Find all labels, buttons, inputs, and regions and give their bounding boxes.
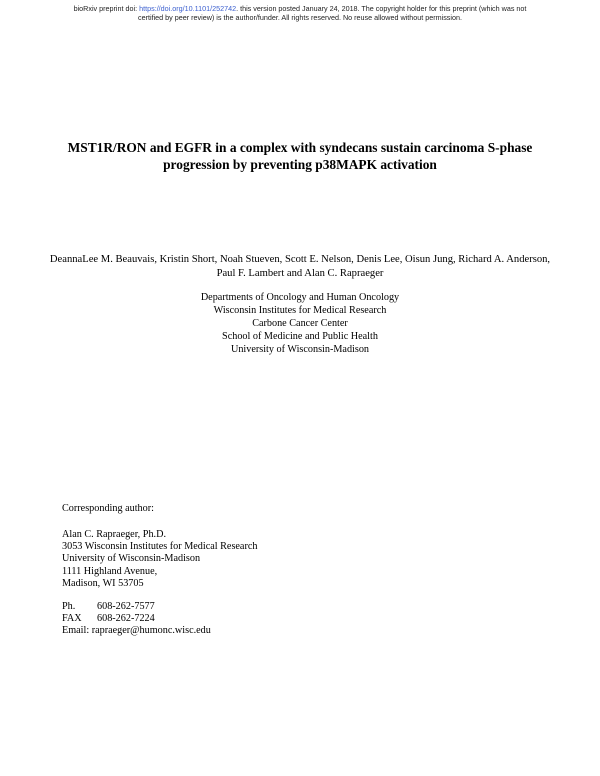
phone-row [62, 601, 211, 613]
address-line: University of Wisconsin-Madison [62, 553, 201, 565]
phone-number: 608-262-7577 [97, 601, 155, 612]
preprint-notice-suffix: . this version posted January 24, 2018. The copyright holder for this preprint (which was not [236, 4, 527, 13]
preprint-notice [0, 4, 600, 22]
corresponding-author-heading: Corresponding author: [62, 503, 154, 514]
address-line: 1111 Highland Avenue, [62, 565, 158, 577]
affiliation-line: Carbone Cancer Center [252, 318, 348, 329]
corresponding-address [62, 529, 257, 590]
email-address: rapraeger@humonc.wisc.edu [91, 625, 211, 637]
email-label: Email: [62, 625, 90, 637]
affiliation-line: School of Medicine and Public Health [222, 331, 378, 342]
affiliation-block [100, 291, 500, 356]
affiliation-line: Wisconsin Institutes for Medical Research [213, 305, 387, 316]
fax-label: FAX [62, 613, 82, 625]
email-row [62, 625, 211, 637]
fax-row [62, 613, 211, 625]
address-line: 3053 Wisconsin Institutes for Medical Research [62, 541, 258, 553]
fax-number: 608-262-7224 [97, 613, 155, 625]
contact-details [62, 601, 211, 638]
preprint-notice-prefix: bioRxiv preprint doi: [73, 4, 140, 13]
address-line: Madison, WI 53705 [62, 577, 144, 589]
author-list: DeannaLee M. Beauvais, Kristin Short, Noah Stueven, Scott E. Nelson, Denis Lee, Oisun Jung, Richard A. Anderson, Paul F. Lambert and Alan C. Rapraeger [49, 254, 551, 279]
affiliation-line: Departments of Oncology and Human Oncology [200, 292, 400, 303]
phone-label: Ph. [62, 601, 76, 612]
doi-link[interactable]: https://doi.org/10.1101/252742 [139, 4, 237, 13]
paper-title: MST1R/RON and EGFR in a complex with syndecans sustain carcinoma S-phase progression by preventing p38MAPK activation [67, 140, 533, 172]
address-line: Alan C. Rapraeger, Ph.D. [62, 529, 166, 540]
preprint-notice-line-2: certified by peer review) is the author/funder. All rights reserved. No reuse allowed without permission. [138, 13, 462, 22]
affiliation-line: University of Wisconsin-Madison [230, 344, 370, 355]
preprint-notice-line-1 [0, 4, 600, 13]
